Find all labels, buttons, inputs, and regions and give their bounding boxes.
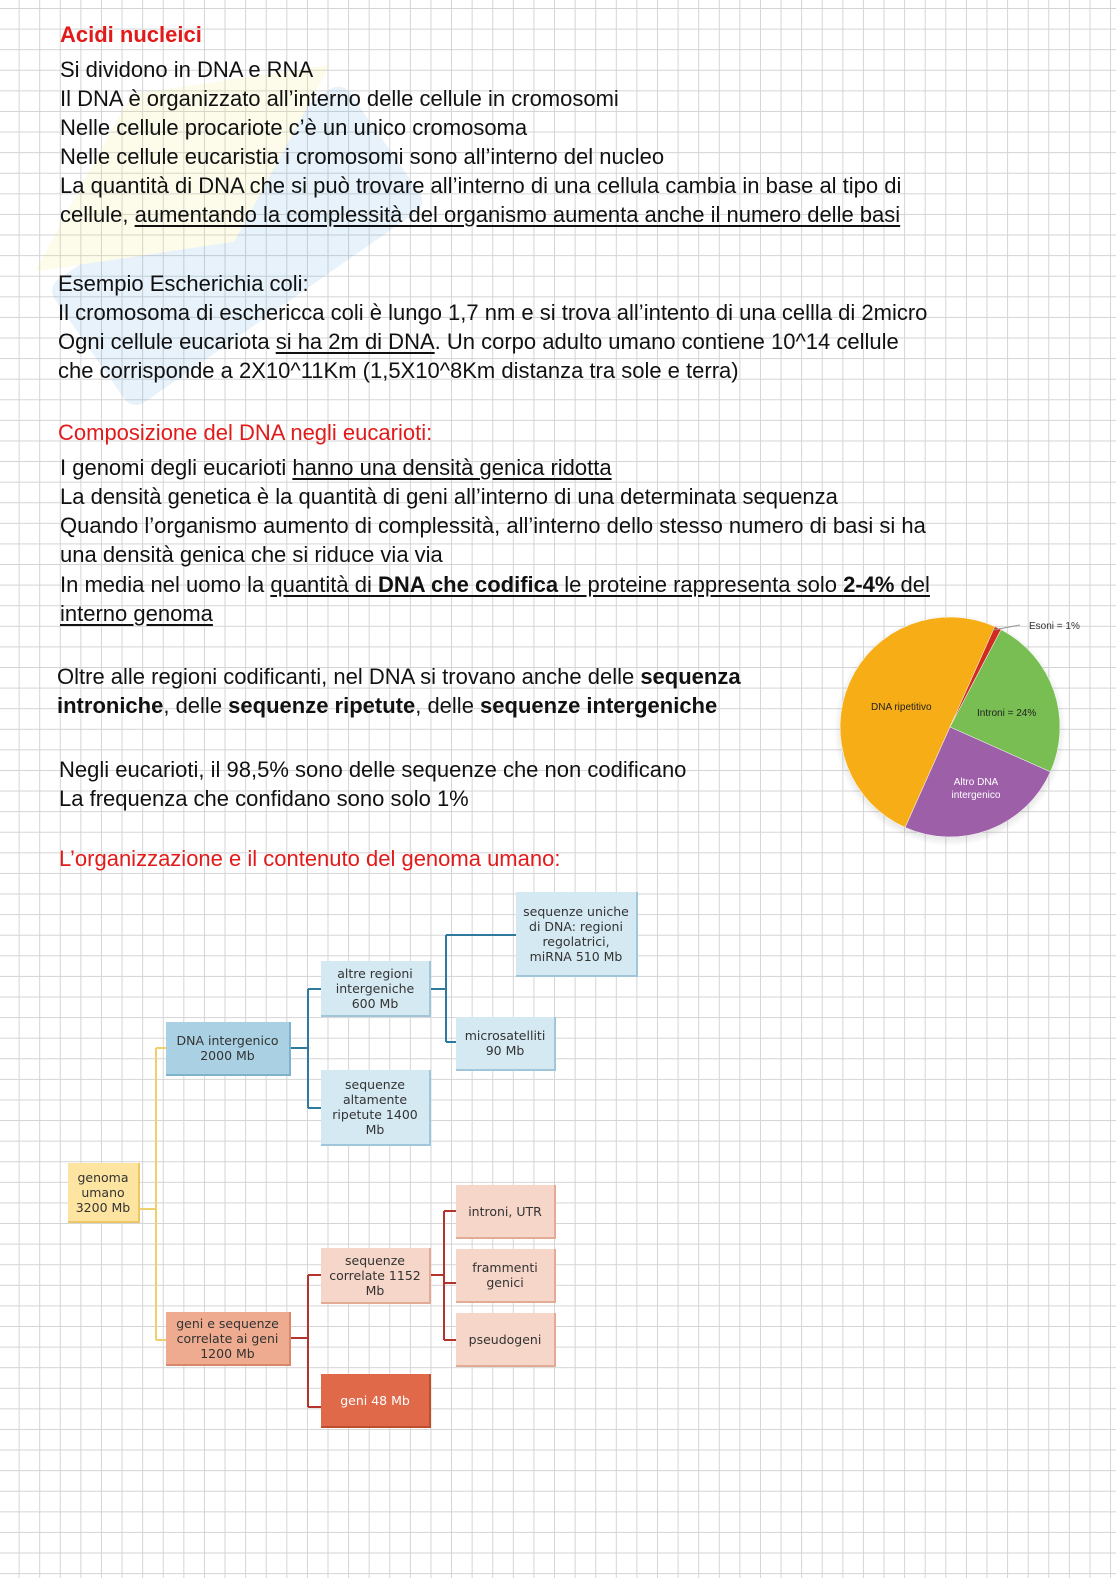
pie-label-altro-dna-2: intergenico xyxy=(951,790,1001,801)
underlined-text: aumentando la complessità del organismo aumenta anche il numero delle basi xyxy=(134,202,901,227)
text-line: La quantità di DNA che si può trovare all’interno di una cellula cambia in base al tipo di xyxy=(60,173,902,198)
text-line: cellule, aumentando la complessità del organismo aumenta anche il numero delle basi xyxy=(60,202,901,227)
text-line: Il cromosoma di eschericca coli è lungo 1,7 nm e si trova all’intento di una cellla di 2micro xyxy=(58,300,928,325)
example-title: Esempio Escherichia coli: xyxy=(58,271,309,296)
pie-chart-svg xyxy=(830,612,1100,852)
text-line: La frequenza che confidano sono solo 1% xyxy=(59,786,469,811)
title-acidi-nucleici: Acidi nucleici xyxy=(60,22,202,47)
title-organizzazione: L’organizzazione e il contenuto del genoma umano: xyxy=(59,846,561,871)
text-line: Ogni cellule eucariota si ha 2m di DNA. Un corpo adulto umano contiene 10^14 cellule xyxy=(58,329,899,354)
node-introni-utr: introni, UTR xyxy=(456,1185,556,1239)
node-sequenze-correlate: sequenze correlate 1152 Mb xyxy=(321,1248,431,1304)
text-line: Negli eucarioti, il 98,5% sono delle sequenze che non codificano xyxy=(59,757,687,782)
pie-label-esoni: Esoni = 1% xyxy=(1029,621,1080,632)
text-line: Oltre alle regioni codificanti, nel DNA si trovano anche delle sequenza xyxy=(57,664,741,689)
underlined-text: quantità di DNA che codifica le proteine rappresenta solo 2-4% del xyxy=(270,572,930,597)
node-dna-intergenico: DNA intergenico 2000 Mb xyxy=(166,1022,291,1076)
node-altre-regioni: altre regioni intergeniche 600 Mb xyxy=(321,961,431,1017)
text-line: Nelle cellule procariote c’è un unico cromosoma xyxy=(60,115,528,140)
text-line: che corrisponde a 2X10^11Km (1,5X10^8Km distanza tra sole e terra) xyxy=(58,358,739,383)
text-line: interno genoma xyxy=(60,601,213,626)
underlined-text: si ha 2m di DNA xyxy=(275,329,435,354)
pie-label-introni: Introni = 24% xyxy=(977,708,1037,719)
text-line: Quando l’organismo aumento di complessità, all’interno dello stesso numero di basi si ha xyxy=(60,513,926,538)
pie-label-altro-dna-1: Altro DNA xyxy=(953,777,999,788)
node-genoma-umano: genoma umano 3200 Mb xyxy=(68,1163,140,1223)
text-line: La densità genetica è la quantità di geni all’interno di una determinata sequenza xyxy=(60,484,838,509)
genome-tree-diagram xyxy=(60,885,660,1445)
pie-chart xyxy=(830,612,1100,852)
pie-label-dna-ripetitivo: DNA ripetitivo xyxy=(871,702,932,713)
underlined-text: hanno una densità genica ridotta xyxy=(292,455,612,480)
text-line: Nelle cellule eucaristia i cromosomi sono all’interno del nucleo xyxy=(60,144,665,169)
node-geni: geni 48 Mb xyxy=(321,1374,431,1428)
text-line: Si dividono in DNA e RNA xyxy=(60,57,314,82)
node-microsatelliti: microsatelliti 90 Mb xyxy=(456,1017,556,1071)
text-line: In media nel uomo la quantità di DNA che codifica le proteine rappresenta solo 2-4% del xyxy=(60,572,930,597)
text-line: una densità genica che si riduce via via xyxy=(60,542,443,567)
node-sequenze-ripetute: sequenze altamente ripetute 1400 Mb xyxy=(321,1070,431,1146)
node-pseudogeni: pseudogeni xyxy=(456,1313,556,1367)
node-frammenti-genici: frammenti genici xyxy=(456,1249,556,1303)
title-composizione: Composizione del DNA negli eucarioti: xyxy=(58,420,433,445)
node-geni-sequenze-correlate: geni e sequenze correlate ai geni 1200 Mb xyxy=(166,1312,291,1366)
text-line: I genomi degli eucarioti hanno una densità genica ridotta xyxy=(60,455,612,480)
text-line: introniche, delle sequenze ripetute, delle sequenze intergeniche xyxy=(57,693,718,718)
text-line: Il DNA è organizzato all’interno delle cellule in cromosomi xyxy=(60,86,619,111)
node-sequenze-uniche: sequenze uniche di DNA: regioni regolatrici, miRNA 510 Mb xyxy=(516,892,638,977)
